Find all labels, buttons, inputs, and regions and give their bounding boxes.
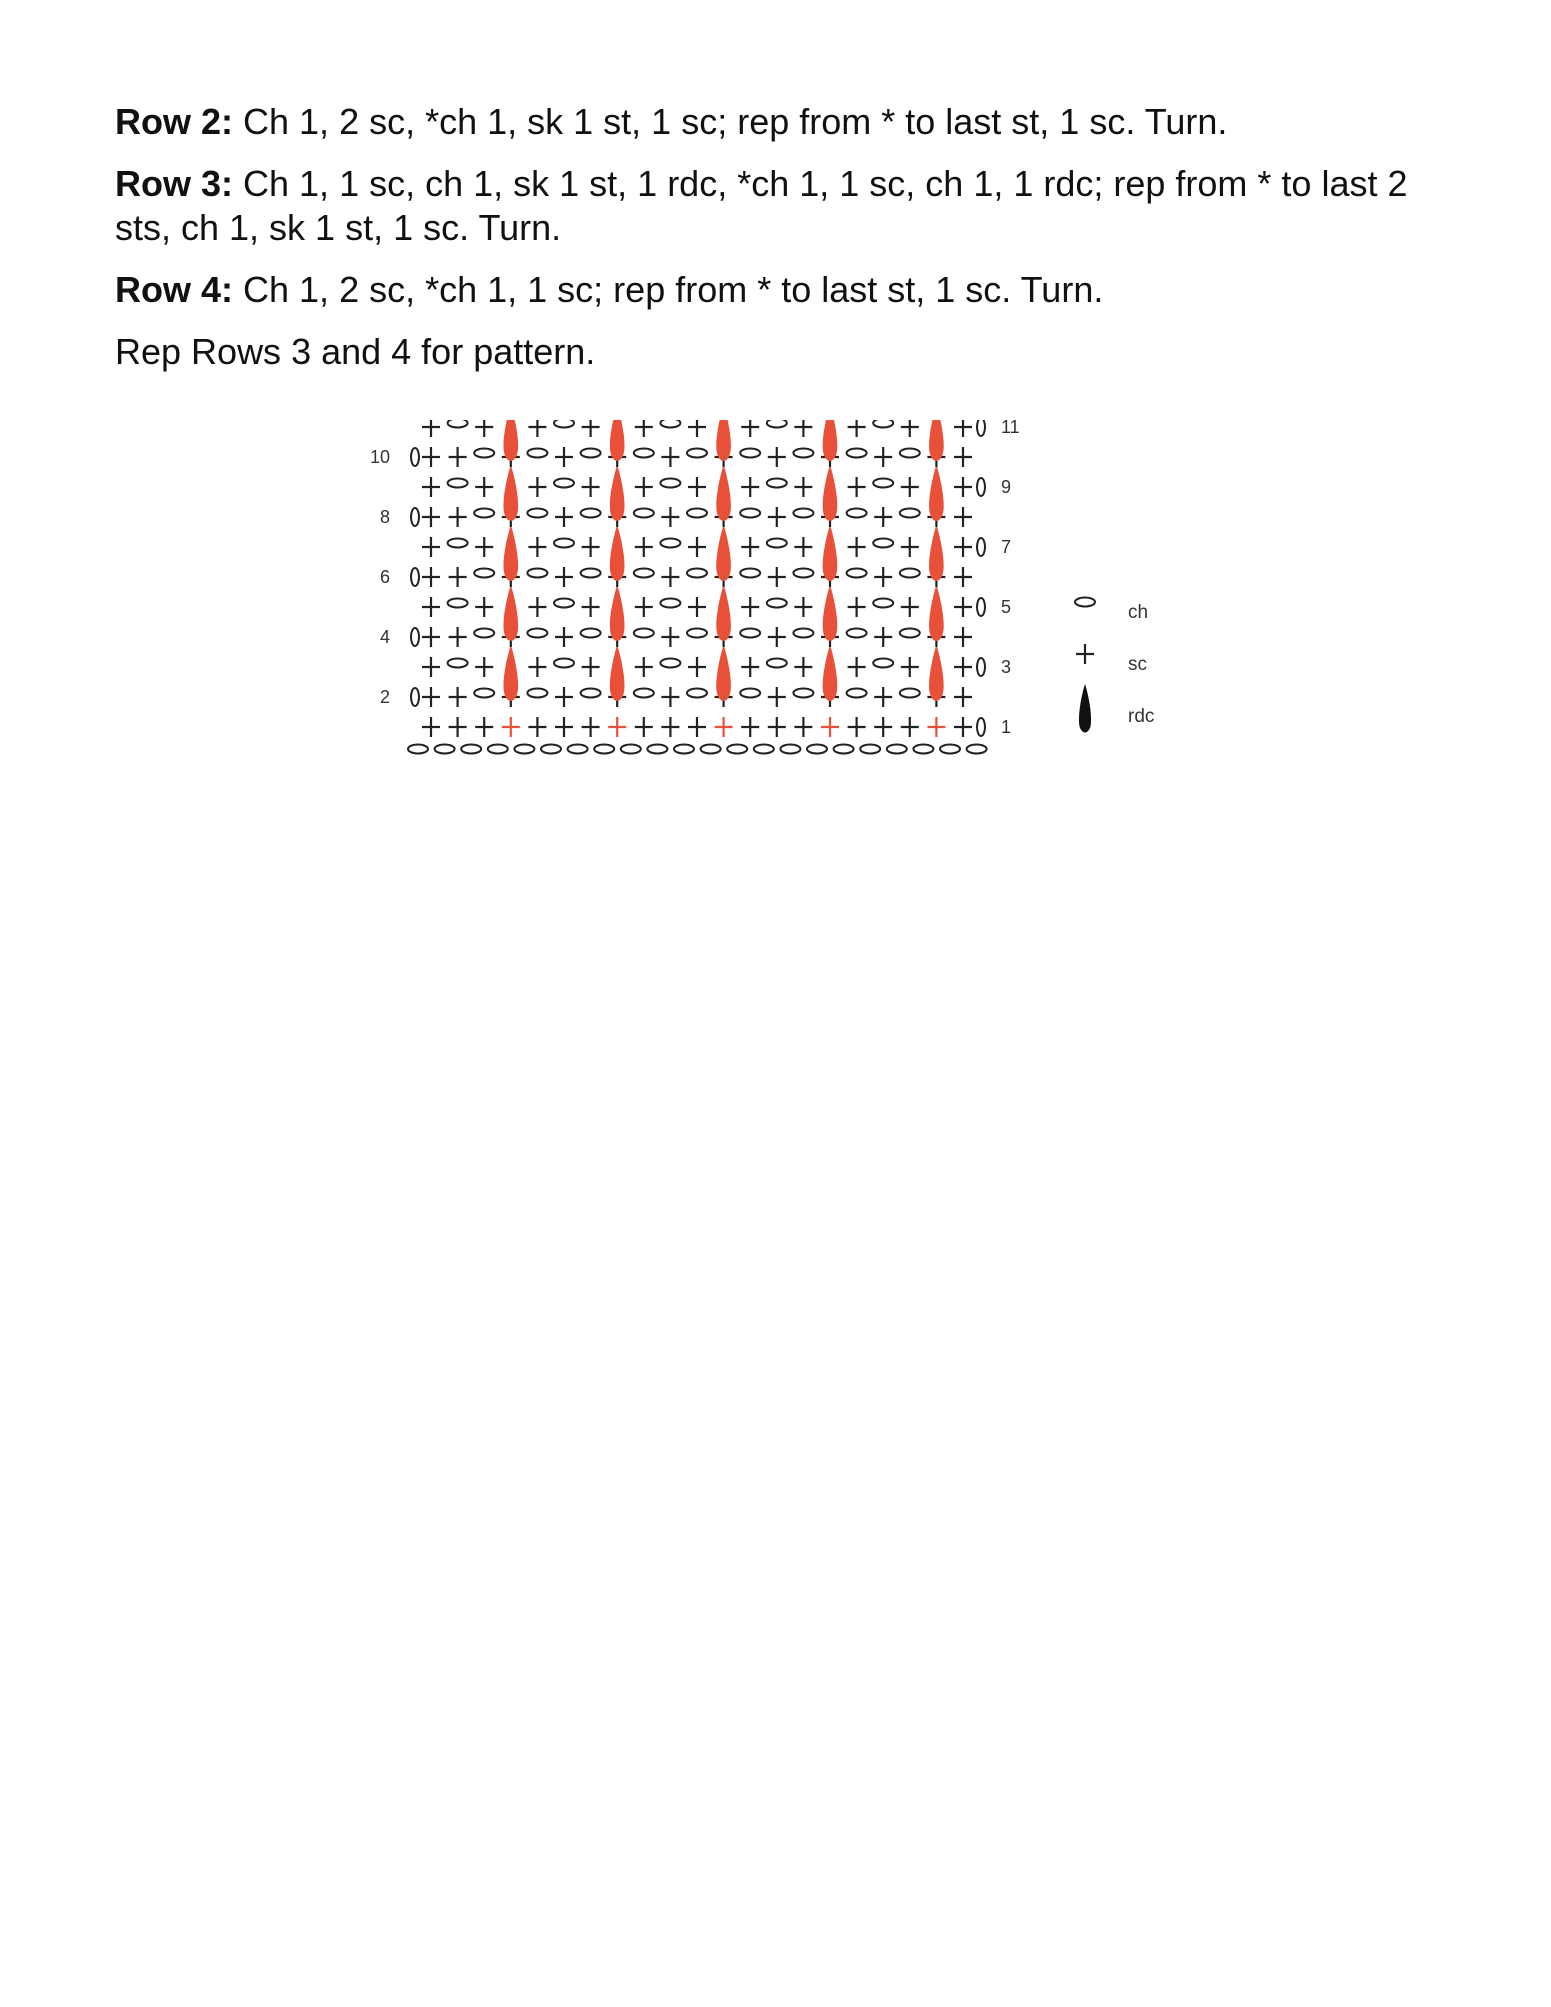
foundation-chain (514, 745, 534, 754)
foundation-chain (647, 745, 667, 754)
foundation-chain (674, 745, 694, 754)
ch-stitch (581, 689, 601, 698)
foundation-chain (807, 745, 827, 754)
foundation-chain (541, 745, 561, 754)
ch-stitch (554, 479, 574, 488)
ch-stitch (634, 449, 654, 458)
foundation-chain (568, 745, 588, 754)
ch-stitch (873, 539, 893, 548)
foundation-chain (860, 745, 880, 754)
foundation-chain (887, 745, 907, 754)
ch-stitch (634, 569, 654, 578)
stitch-chart-svg (360, 420, 1200, 780)
ch-stitch (900, 509, 920, 518)
foundation-chain (834, 745, 854, 754)
rdc-stitch (503, 420, 518, 461)
ch-stitch (767, 599, 787, 608)
rdc-stitch (610, 525, 625, 581)
turning-chain (411, 568, 419, 586)
turning-chain (411, 688, 419, 706)
ch-stitch (581, 629, 601, 638)
foundation-chain (621, 745, 641, 754)
ch-stitch (847, 449, 867, 458)
ch-stitch (448, 479, 468, 488)
ch-stitch (554, 420, 574, 428)
ch-stitch (793, 509, 813, 518)
ch-stitch (581, 449, 601, 458)
legend-label-ch: ch (1128, 602, 1149, 623)
ch-stitch (687, 509, 707, 518)
ch-stitch (448, 539, 468, 548)
row-label-left: 8 (379, 507, 390, 527)
ch-stitch (634, 629, 654, 638)
ch-stitch (687, 569, 707, 578)
ch-stitch (900, 449, 920, 458)
row-4-text: Ch 1, 2 sc, *ch 1, 1 sc; rep from * to last st, 1 sc. Turn. (233, 269, 1104, 310)
row-4-label: Row 4: (115, 269, 234, 310)
ch-stitch (474, 569, 494, 578)
rdc-stitch (823, 420, 838, 461)
foundation-chain (488, 745, 508, 754)
ch-stitch (474, 509, 494, 518)
row-3-instruction (115, 162, 1435, 250)
row-label-right: 7 (1001, 537, 1012, 557)
rdc-stitch (610, 585, 625, 641)
turning-chain (977, 538, 985, 556)
row-label-left: 4 (379, 627, 390, 647)
ch-symbol (1075, 598, 1095, 607)
ch-stitch (740, 689, 760, 698)
ch-stitch (873, 659, 893, 668)
ch-stitch (847, 509, 867, 518)
ch-stitch (448, 599, 468, 608)
ch-stitch (793, 449, 813, 458)
rdc-stitch (503, 585, 518, 641)
row-3-text: Ch 1, 1 sc, ch 1, sk 1 st, 1 rdc, *ch 1, 1 sc, ch 1, 1 rdc; rep from * to last 2 sts, ch 1, sk 1 st, 1 sc. Turn. (115, 163, 1408, 248)
rdc-stitch (610, 420, 625, 461)
crochet-chart (360, 420, 1200, 780)
row-3-label: Row 3: (115, 163, 234, 204)
ch-stitch (740, 569, 760, 578)
turning-chain (977, 478, 985, 496)
foundation-chain (780, 745, 800, 754)
rdc-stitch (929, 465, 944, 521)
rdc-stitch (929, 585, 944, 641)
ch-stitch (660, 659, 680, 668)
rdc-stitch (716, 645, 731, 701)
rdc-stitch (716, 465, 731, 521)
ch-stitch (474, 449, 494, 458)
ch-stitch (527, 569, 547, 578)
rdc-stitch (929, 645, 944, 701)
ch-stitch (448, 659, 468, 668)
foundation-chain (913, 745, 933, 754)
ch-stitch (660, 599, 680, 608)
ch-stitch (581, 509, 601, 518)
turning-chain (411, 508, 419, 526)
ch-stitch (527, 629, 547, 638)
ch-stitch (767, 659, 787, 668)
rdc-symbol (1079, 684, 1091, 733)
ch-stitch (474, 689, 494, 698)
ch-stitch (767, 539, 787, 548)
ch-stitch (554, 659, 574, 668)
row-2-text: Ch 1, 2 sc, *ch 1, sk 1 st, 1 sc; rep from * to last st, 1 sc. Turn. (233, 101, 1228, 142)
turning-chain (411, 628, 419, 646)
legend-label-sc: sc (1128, 654, 1147, 675)
foundation-chain (754, 745, 774, 754)
ch-stitch (527, 509, 547, 518)
row-label-left: 2 (379, 687, 390, 707)
ch-stitch (900, 569, 920, 578)
ch-stitch (900, 629, 920, 638)
ch-stitch (900, 689, 920, 698)
rdc-stitch (503, 525, 518, 581)
turning-chain (411, 448, 419, 466)
rdc-stitch (929, 420, 944, 461)
foundation-chain (594, 745, 614, 754)
ch-stitch (527, 689, 547, 698)
ch-stitch (687, 629, 707, 638)
ch-stitch (767, 479, 787, 488)
foundation-chain (435, 745, 455, 754)
rdc-stitch (823, 465, 838, 521)
rdc-stitch (503, 465, 518, 521)
foundation-chain (727, 745, 747, 754)
ch-stitch (554, 539, 574, 548)
ch-stitch (767, 420, 787, 428)
turning-chain (977, 658, 985, 676)
turning-chain (977, 718, 985, 736)
ch-stitch (873, 479, 893, 488)
rdc-stitch (716, 525, 731, 581)
foundation-chain (461, 745, 481, 754)
foundation-chain (940, 745, 960, 754)
ch-stitch (554, 599, 574, 608)
row-label-right: 3 (1001, 657, 1012, 677)
ch-stitch (634, 689, 654, 698)
ch-stitch (740, 449, 760, 458)
ch-stitch (634, 509, 654, 518)
ch-stitch (474, 629, 494, 638)
turning-chain (977, 598, 985, 616)
rdc-stitch (610, 465, 625, 521)
ch-stitch (847, 569, 867, 578)
ch-stitch (793, 569, 813, 578)
row-label-left: 10 (369, 447, 390, 467)
ch-stitch (660, 420, 680, 428)
ch-stitch (527, 449, 547, 458)
ch-stitch (740, 509, 760, 518)
rdc-stitch (503, 645, 518, 701)
pattern-instructions (115, 100, 1435, 392)
ch-stitch (581, 569, 601, 578)
ch-stitch (847, 629, 867, 638)
ch-stitch (847, 689, 867, 698)
row-label-right: 11 (1001, 420, 1020, 437)
row-4-instruction (115, 268, 1435, 312)
rdc-stitch (716, 585, 731, 641)
rdc-stitch (823, 585, 838, 641)
ch-stitch (740, 629, 760, 638)
ch-stitch (873, 599, 893, 608)
row-label-left: 6 (379, 567, 390, 587)
rdc-stitch (823, 645, 838, 701)
rdc-stitch (610, 645, 625, 701)
row-label-right: 1 (1001, 717, 1012, 737)
ch-stitch (660, 479, 680, 488)
row-label-right: 9 (1001, 477, 1012, 497)
ch-stitch (660, 539, 680, 548)
foundation-chain (408, 745, 428, 754)
ch-stitch (793, 629, 813, 638)
rdc-stitch (929, 525, 944, 581)
legend-label-rdc: rdc (1128, 706, 1155, 727)
foundation-chain (967, 745, 987, 754)
row-label-right: 5 (1001, 597, 1012, 617)
row-2-label: Row 2: (115, 101, 234, 142)
ch-stitch (793, 689, 813, 698)
ch-stitch (687, 449, 707, 458)
foundation-chain (701, 745, 721, 754)
ch-stitch (873, 420, 893, 428)
rdc-stitch (823, 525, 838, 581)
repeat-instruction: Rep Rows 3 and 4 for pattern. (115, 331, 596, 372)
rdc-stitch (716, 420, 731, 461)
row-2-instruction (115, 100, 1435, 144)
turning-chain (977, 420, 985, 436)
ch-stitch (687, 689, 707, 698)
ch-stitch (448, 420, 468, 428)
